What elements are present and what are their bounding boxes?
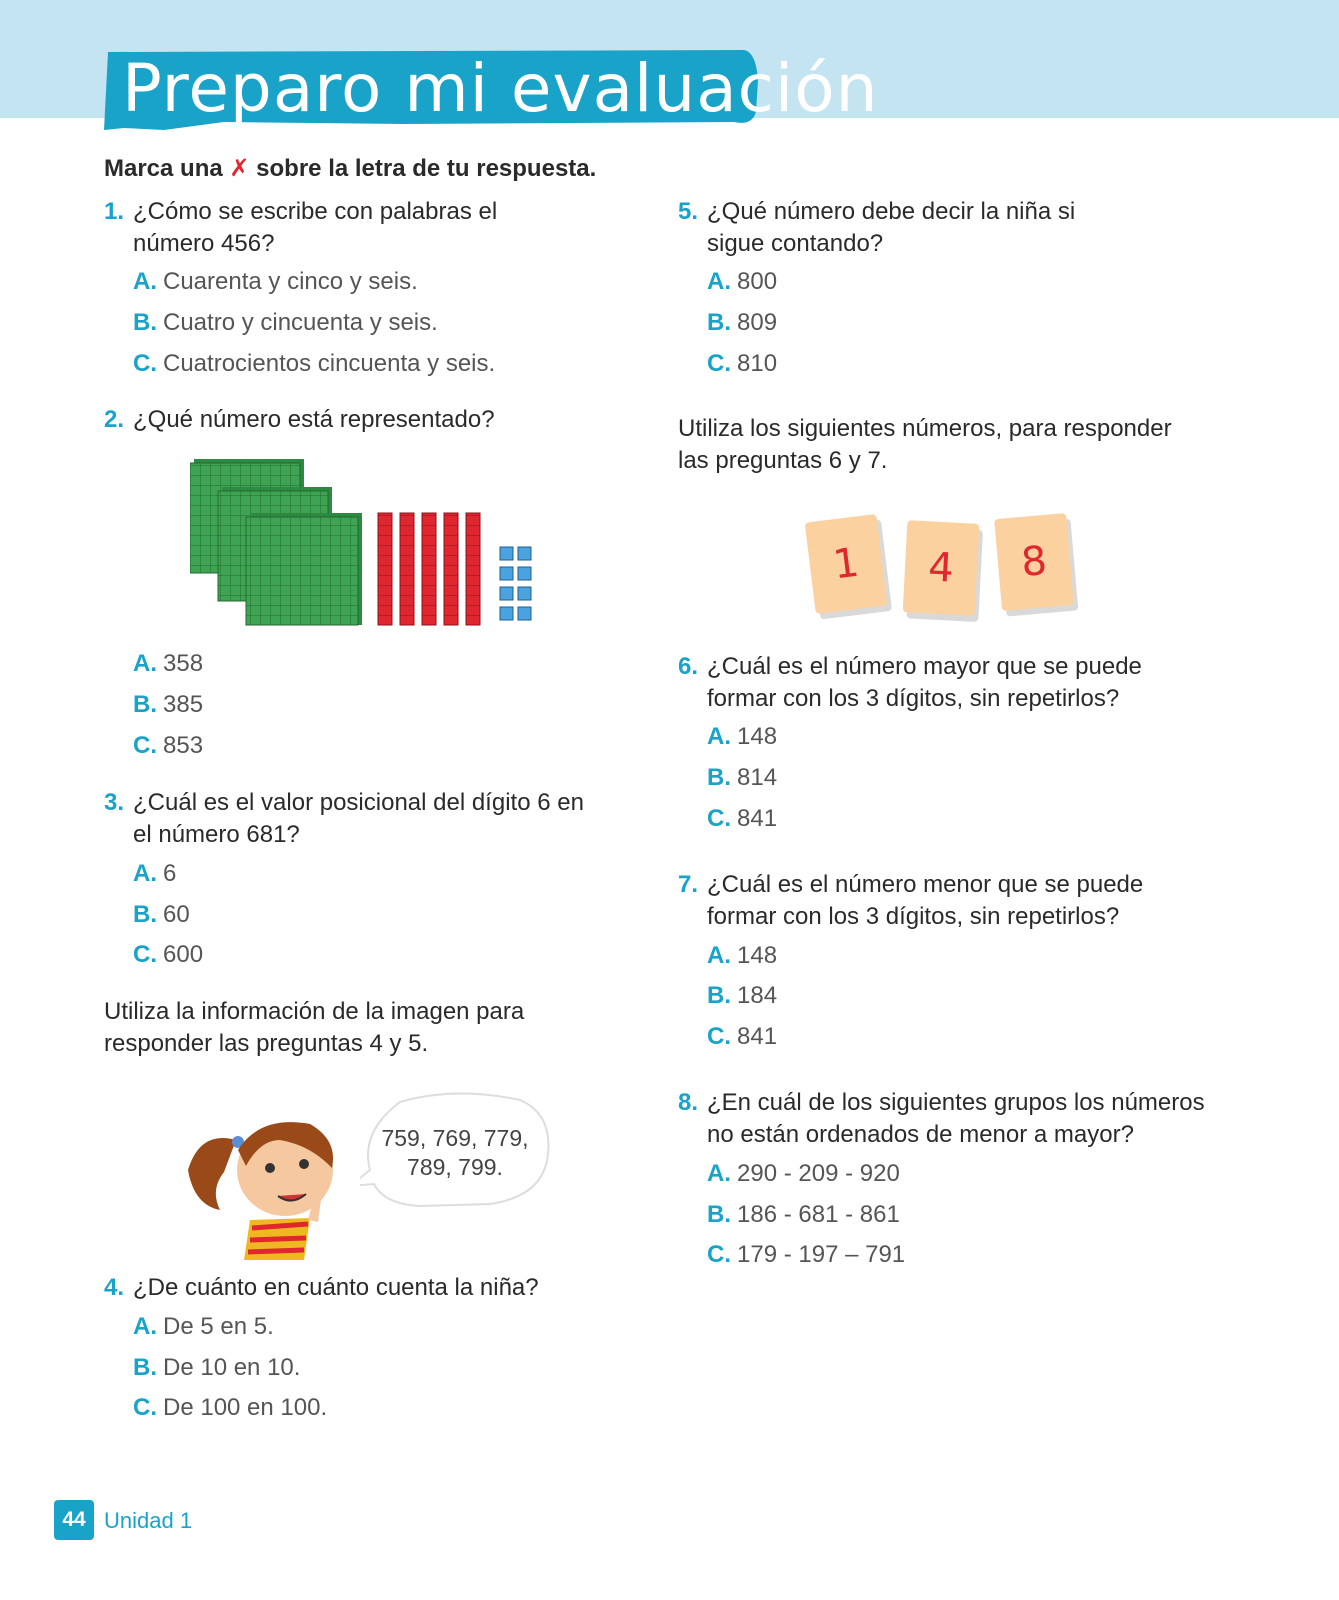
option-4b[interactable]: B. De 10 en 10.: [133, 1354, 301, 1381]
question-text: ¿Qué número debe decir la niña si sigue contando?: [707, 198, 1076, 257]
hundreds-flat-3: [246, 513, 362, 625]
option-6a[interactable]: A. 148: [707, 723, 778, 750]
tens-rods: [378, 513, 480, 625]
option-6b[interactable]: B. 814: [707, 764, 778, 791]
question-text: ¿Qué número está representado?: [133, 406, 495, 433]
question-number: 2.: [104, 406, 125, 433]
option-2a[interactable]: A. 358: [133, 650, 204, 677]
option-3b[interactable]: B. 60: [133, 901, 190, 928]
option-7b[interactable]: B. 184: [707, 982, 778, 1009]
option-4a[interactable]: A. De 5 en 5.: [133, 1313, 274, 1340]
option-2b[interactable]: B. 385: [133, 691, 204, 718]
question-number: 5.: [678, 198, 699, 225]
option-5c[interactable]: C. 810: [707, 350, 778, 377]
ones-cubes: [500, 547, 531, 620]
question-1: [104, 196, 604, 260]
instruction-after: sobre la letra de tu respuesta.: [256, 155, 597, 182]
question-number: 4.: [104, 1274, 125, 1301]
unit-label: Unidad 1: [104, 1508, 193, 1533]
x-mark-icon: ✗: [229, 155, 250, 182]
instruction-before: Marca una: [104, 155, 223, 182]
option-5b[interactable]: B. 809: [707, 309, 778, 336]
question-text: ¿Cuál es el número mayor que se puede formar con los 3 dígitos, sin repetirlos?: [707, 653, 1142, 712]
option-8a[interactable]: A. 290 - 209 - 920: [707, 1160, 900, 1187]
question-text: ¿Cómo se escribe con palabras el número 456?: [133, 198, 498, 257]
question-text: ¿En cuál de los siguientes grupos los números no están ordenados de menor a mayor?: [707, 1089, 1205, 1148]
question-7: [678, 869, 1238, 933]
option-1c[interactable]: C. Cuatrocientos cincuenta y seis.: [133, 350, 496, 377]
option-8b[interactable]: B. 186 - 681 - 861: [707, 1201, 900, 1228]
instruction: [104, 154, 596, 183]
girl-illustration: [180, 1110, 360, 1260]
question-6: [678, 651, 1238, 715]
instructions-4-5: Utiliza la información de la imagen para responder las preguntas 4 y 5.: [104, 998, 525, 1057]
question-number: 7.: [678, 871, 699, 898]
option-2c[interactable]: C. 853: [133, 732, 204, 759]
question-number: 8.: [678, 1089, 699, 1116]
option-5a[interactable]: A. 800: [707, 268, 778, 295]
question-number: 6.: [678, 653, 699, 680]
question-4: [104, 1272, 624, 1304]
number-card-8: 8: [994, 513, 1074, 611]
question-2: [104, 404, 604, 436]
question-number: 3.: [104, 789, 125, 816]
option-1b[interactable]: B. Cuatro y cincuenta y seis.: [133, 309, 438, 336]
option-3a[interactable]: A. 6: [133, 860, 177, 887]
number-card-1: 1: [805, 514, 888, 614]
page-title: Preparo mi evaluación: [122, 50, 879, 127]
question-8: [678, 1087, 1278, 1151]
speech-bubble-text: 759, 769, 779, 789, 799.: [381, 1125, 529, 1180]
number-card-4: 4: [903, 520, 980, 616]
question-5: [678, 196, 1238, 260]
question-text: ¿Cuál es el valor posicional del dígito 6 en el número 681?: [133, 789, 584, 848]
option-3c[interactable]: C. 600: [133, 941, 204, 968]
option-8c[interactable]: C. 179 - 197 – 791: [707, 1241, 906, 1268]
option-6c[interactable]: C. 841: [707, 805, 778, 832]
instructions-6-7: Utiliza los siguientes números, para responder las preguntas 6 y 7.: [678, 415, 1172, 474]
base-ten-blocks-illustration: [190, 455, 550, 635]
question-number: 1.: [104, 198, 125, 225]
page-number: 44: [54, 1500, 94, 1540]
option-1a[interactable]: A. Cuarenta y cinco y seis.: [133, 268, 418, 295]
option-7a[interactable]: A. 148: [707, 942, 778, 969]
question-3: [104, 787, 624, 851]
option-7c[interactable]: C. 841: [707, 1023, 778, 1050]
option-4c[interactable]: C. De 100 en 100.: [133, 1394, 328, 1421]
question-text: ¿Cuál es el número menor que se puede formar con los 3 dígitos, sin repetirlos?: [707, 871, 1144, 930]
question-text: ¿De cuánto en cuánto cuenta la niña?: [133, 1274, 539, 1301]
